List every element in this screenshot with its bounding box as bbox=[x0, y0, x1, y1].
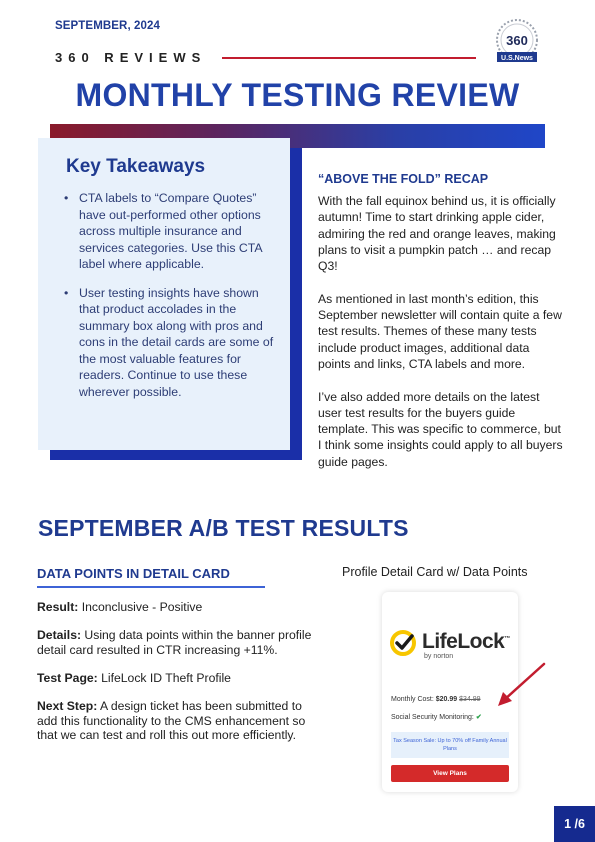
us-news-360-logo bbox=[489, 16, 545, 68]
details-value: Using data points within the banner profile detail card resulted in CTR increasing +11%. bbox=[37, 628, 312, 657]
card-caption: Profile Detail Card w/ Data Points bbox=[342, 565, 528, 579]
test-title-underline bbox=[37, 586, 265, 588]
key-takeaways-box bbox=[38, 138, 290, 450]
ab-results-title: SEPTEMBER A/B TEST RESULTS bbox=[38, 515, 409, 541]
recap-paragraph: As mentioned in last month’s edition, this September newsletter will contain quite a few test results. Themes of these many tests include product images, additional data points and links, CTA labels and more. bbox=[318, 291, 562, 371]
recap-title: “ABOVE THE FOLD” RECAP bbox=[318, 172, 489, 186]
takeaway-item: • User testing insights have shown that product accolades in the summary box along with pros and cons in the detail cards are some of the most valuable features for readers. Continue to use these wherever possible. bbox=[64, 285, 274, 401]
key-takeaways-title: Key Takeaways bbox=[66, 156, 206, 177]
page-title: MONTHLY TESTING REVIEW bbox=[75, 77, 520, 113]
logo-text: U.S.News bbox=[501, 55, 533, 62]
monthly-cost bbox=[391, 696, 481, 703]
next-step-label: Next Step: bbox=[37, 699, 98, 714]
key-takeaways-list bbox=[64, 190, 274, 400]
test-page-value: LifeLock ID Theft Profile bbox=[97, 670, 231, 685]
issue-date: SEPTEMBER, 2024 bbox=[55, 20, 161, 32]
cost-value: $20.99 bbox=[435, 696, 458, 703]
ssm-label: Social Security Monitoring: bbox=[391, 714, 474, 721]
arrow-icon bbox=[494, 660, 550, 708]
test-page-label: Test Page: bbox=[37, 670, 98, 685]
recap-paragraph: With the fall equinox behind us, it is officially autumn! Time to start drinking apple cider, admiring the red and orange leaves, making plans to visit a pumpkin patch … and recap Q3! bbox=[318, 194, 556, 274]
test-title: DATA POINTS IN DETAIL CARD bbox=[37, 566, 230, 581]
recap-body bbox=[318, 193, 563, 486]
lifelock-wordmark bbox=[422, 630, 510, 654]
brand-row bbox=[55, 50, 206, 65]
sale-banner: Tax Season Sale: Up to 70% off Family Annual Plans bbox=[391, 732, 509, 758]
ssm-row bbox=[391, 713, 482, 721]
by-norton: by norton bbox=[424, 653, 454, 660]
takeaway-item: • CTA labels to “Compare Quotes” have out-performed other options across multiple insurance and services categories. Use this CTA label where applicable. bbox=[64, 190, 274, 273]
lifelock-trademark: ™ bbox=[504, 636, 510, 642]
brand-name: 360 REVIEWS bbox=[55, 50, 207, 65]
result-label: Result: bbox=[37, 600, 79, 614]
result-line bbox=[37, 600, 322, 614]
next-step-value: A design ticket has been submitted to add this functionality to the CMS enhancement so that we can test and roll this out more efficiently. bbox=[37, 699, 306, 742]
recap-paragraph: I’ve also added more details on the latest user test results for the buyers guide template. This was specific to commerce, but I think some insights could apply to all buyers guide pages. bbox=[318, 389, 563, 469]
result-value: Inconclusive - Positive bbox=[78, 600, 203, 614]
cost-label: Monthly Cost: bbox=[391, 696, 434, 703]
logo-number: 360 bbox=[506, 33, 528, 48]
test-page-line bbox=[37, 671, 322, 685]
brand-divider bbox=[222, 57, 476, 59]
checkmark-icon: ✔ bbox=[475, 714, 482, 721]
page-number-badge: 1 /6 bbox=[554, 806, 595, 842]
lifelock-name: LifeLock bbox=[422, 630, 505, 653]
next-step-line bbox=[37, 699, 322, 742]
view-plans-button[interactable]: View Plans bbox=[391, 765, 509, 782]
cost-old: $34.99 bbox=[459, 696, 481, 703]
details-line bbox=[37, 628, 322, 656]
lifelock-check-icon bbox=[388, 628, 418, 658]
details-label: Details: bbox=[37, 628, 82, 643]
test-details bbox=[37, 600, 322, 756]
